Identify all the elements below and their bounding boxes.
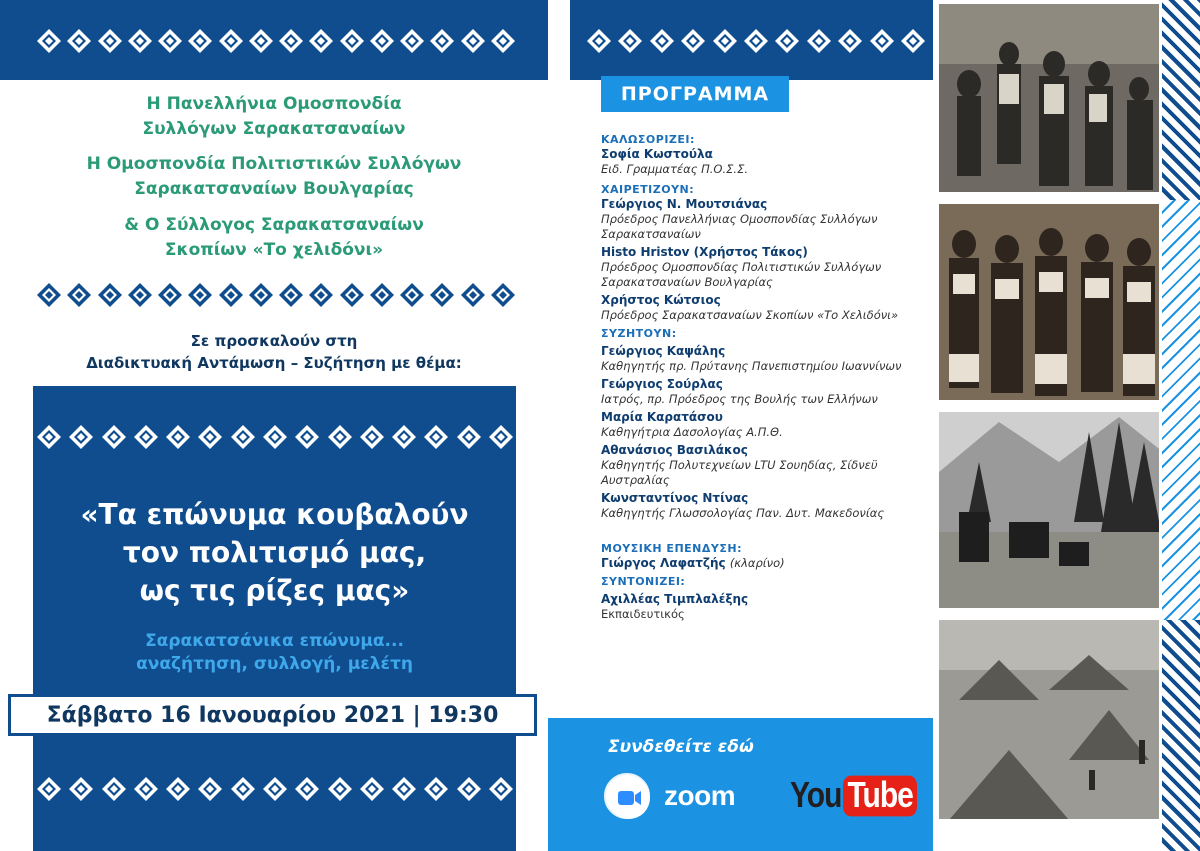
motif-icon: [399, 28, 425, 54]
person-name: Histo Hristov (Χρήστος Τάκος): [601, 245, 808, 259]
person-role: Σαρακατσαναίων Βουλγαρίας: [601, 275, 773, 289]
motif-icon: [680, 28, 706, 54]
motif-icon: [359, 424, 385, 450]
motif-icon: [391, 776, 417, 802]
motif-icon: [327, 776, 353, 802]
photo-family-group: [937, 2, 1161, 194]
zoom-wordmark: zoom: [664, 780, 736, 811]
invitation-line-1: Σε προσκαλούν στη: [190, 332, 358, 350]
organizer-1: [30, 92, 518, 142]
person-role: Ειδ. Γραμματέας Π.Ο.Σ.Σ.: [601, 162, 748, 176]
motif-icon: [278, 28, 304, 54]
event-title-line-1: «Τα επώνυμα κουβαλούν: [80, 498, 469, 531]
motif-icon: [391, 424, 417, 450]
motif-icon: [127, 28, 153, 54]
youtube-you: You: [790, 775, 842, 816]
motif-icon: [36, 424, 62, 450]
organizer-2: [30, 152, 518, 202]
youtube-tube: Tube: [843, 776, 916, 817]
person-name: [601, 556, 941, 571]
connect-label: Συνδεθείτε εδώ: [608, 737, 754, 757]
photo-mountain-camp: [937, 410, 1161, 610]
section-label: ΧΑΙΡΕΤΙΖΟΥΝ:: [601, 183, 695, 196]
person-role: Ιατρός, πρ. Πρόεδρος της Βουλής των Ελλήνων: [601, 392, 878, 406]
motif-icon: [456, 424, 482, 450]
person-name: Μαρία Καρατάσου: [601, 410, 723, 424]
motif-icon: [187, 282, 213, 308]
motif-icon: [218, 282, 244, 308]
decorative-strip-middle: [1162, 200, 1200, 620]
motif-icon: [294, 776, 320, 802]
motif-icon: [197, 424, 223, 450]
section-label: ΜΟΥΣΙΚΗ ΕΠΕΝΔΥΣΗ:: [601, 542, 742, 555]
event-title-line-3: ως τις ρίζες μας»: [139, 574, 410, 607]
person-name: Αχιλλέας Τιμπλαλέξης: [601, 592, 749, 606]
person-name: Γεώργιος Σούρλας: [601, 377, 723, 391]
section-label: ΚΑΛΩΣΟΡΙΖΕΙ:: [601, 133, 695, 146]
motif-icon: [743, 28, 769, 54]
motif-icon: [490, 282, 516, 308]
organizer-3-line-1: & Ο Σύλλογος Σαρακατσαναίων: [124, 215, 424, 235]
person-role: Πρόεδρος Σαρακατσαναίων Σκοπίων «Το Χελιδόνι»: [601, 308, 899, 322]
decorative-strip-bottom: [1162, 620, 1200, 851]
motif-band-middle-left: [36, 282, 516, 308]
motif-icon: [66, 28, 92, 54]
motif-icon: [127, 282, 153, 308]
motif-icon: [429, 282, 455, 308]
motif-icon: [423, 424, 449, 450]
section-label: ΣΥΖΗΤΟΥΝ:: [601, 327, 677, 340]
person-name-text: Γιώργος Λαφατζής: [601, 556, 726, 570]
person-role: Καθηγητής πρ. Πρύτανης Πανεπιστημίου Ιωαννίνων: [601, 359, 902, 373]
organizer-2-line-2: Σαρακατσαναίων Βουλγαρίας: [134, 179, 414, 199]
motif-icon: [490, 28, 516, 54]
event-subtitle-line-1: Σαρακατσάνικα επώνυμα...: [145, 631, 404, 651]
motif-icon: [248, 282, 274, 308]
person-role: Πρόεδρος Πανελλήνιας Ομοσπονδίας Συλλόγων: [601, 212, 878, 226]
motif-icon: [230, 424, 256, 450]
photo-children-singing: [937, 202, 1161, 402]
motif-icon: [488, 776, 514, 802]
motif-icon: [278, 282, 304, 308]
motif-icon: [456, 776, 482, 802]
motif-icon: [369, 282, 395, 308]
motif-icon: [101, 776, 127, 802]
motif-icon: [586, 28, 612, 54]
motif-icon: [262, 776, 288, 802]
organizer-3: [30, 213, 518, 263]
motif-icon: [308, 282, 334, 308]
motif-icon: [460, 282, 486, 308]
motif-icon: [165, 776, 191, 802]
organizer-1-line-2: Συλλόγων Σαρακατσαναίων: [142, 119, 406, 139]
zoom-camera-icon: [604, 773, 650, 819]
motif-icon: [712, 28, 738, 54]
motif-icon: [157, 28, 183, 54]
motif-icon: [68, 776, 94, 802]
person-name: Αθανάσιος Βασιλάκος: [601, 443, 748, 457]
event-datetime: Σάββατο 16 Ιανουαρίου 2021 | 19:30: [8, 694, 537, 736]
motif-icon: [327, 424, 353, 450]
motif-icon: [359, 776, 385, 802]
motif-icon: [774, 28, 800, 54]
motif-icon: [97, 282, 123, 308]
motif-icon: [36, 28, 62, 54]
organizer-1-line-1: Η Πανελλήνια Ομοσπονδία: [146, 94, 402, 114]
event-subtitle: [33, 630, 516, 676]
motif-icon: [869, 28, 895, 54]
motif-icon: [294, 424, 320, 450]
invitation-text: [30, 330, 518, 374]
motif-icon: [68, 424, 94, 450]
motif-icon: [806, 28, 832, 54]
motif-icon: [837, 28, 863, 54]
organizer-2-line-1: Η Ομοσπονδία Πολιτιστικών Συλλόγων: [86, 154, 462, 174]
person-name: Κωνσταντίνος Ντίνας: [601, 491, 749, 505]
person-role: Εκπαιδευτικός: [601, 607, 685, 621]
motif-band-top-right: [586, 28, 926, 54]
motif-icon: [339, 282, 365, 308]
motif-icon: [197, 776, 223, 802]
motif-icon: [157, 282, 183, 308]
motif-icon: [36, 776, 62, 802]
motif-icon: [900, 28, 926, 54]
person-name: Γεώργιος Καψάλης: [601, 344, 726, 358]
motif-icon: [248, 28, 274, 54]
event-title-line-2: τον πολιτισμό μας,: [122, 536, 427, 569]
motif-icon: [66, 282, 92, 308]
person-role: Σαρακατσαναίων: [601, 227, 701, 241]
motif-icon: [488, 424, 514, 450]
youtube-link[interactable]: [790, 770, 913, 822]
person-role: Καθηγητής Γλωσσολογίας Παν. Δυτ. Μακεδονίας: [601, 506, 885, 520]
event-title: [33, 496, 516, 610]
program-list: [601, 132, 941, 622]
program-heading: ΠΡΟΓΡΑΜΜΑ: [601, 76, 789, 112]
motif-icon: [133, 776, 159, 802]
motif-icon: [423, 776, 449, 802]
person-name-note: (κλαρίνο): [729, 556, 785, 570]
motif-icon: [308, 28, 334, 54]
motif-icon: [649, 28, 675, 54]
motif-band-event-top: [36, 424, 514, 450]
motif-icon: [165, 424, 191, 450]
youtube-logo: [790, 775, 917, 816]
motif-icon: [133, 424, 159, 450]
motif-icon: [262, 424, 288, 450]
motif-icon: [369, 28, 395, 54]
person-role: Καθηγητής Πολυτεχνείων LTU Σουηδίας, Σίδνεϋ Αυστραλίας: [601, 458, 878, 487]
motif-icon: [429, 28, 455, 54]
motif-icon: [339, 28, 365, 54]
motif-icon: [97, 28, 123, 54]
photo-village-huts: [937, 618, 1161, 821]
section-label: ΣΥΝΤΟΝΙΖΕΙ:: [601, 575, 686, 588]
person-name: Χρήστος Κώτσιος: [601, 293, 721, 307]
person-name: Σοφία Κωστούλα: [601, 147, 713, 161]
motif-icon: [187, 28, 213, 54]
motif-icon: [36, 282, 62, 308]
invitation-line-2: Διαδικτυακή Αντάμωση – Συζήτηση με θέμα:: [86, 354, 462, 372]
event-subtitle-line-2: αναζήτηση, συλλογή, μελέτη: [136, 654, 413, 674]
motif-band-top-left: [36, 28, 516, 54]
motif-icon: [460, 28, 486, 54]
motif-icon: [617, 28, 643, 54]
person-name: Γεώργιος Ν. Μουτσιάνας: [601, 197, 768, 211]
motif-icon: [218, 28, 244, 54]
organizer-3-line-2: Σκοπίων «Το χελιδόνι»: [164, 240, 384, 260]
motif-icon: [230, 776, 256, 802]
motif-band-event-bottom: [36, 776, 514, 802]
person-role: Καθηγήτρια Δασολογίας Α.Π.Θ.: [601, 425, 783, 439]
decorative-strip-top: [1162, 0, 1200, 200]
zoom-link[interactable]: [604, 770, 754, 822]
motif-icon: [101, 424, 127, 450]
person-role: Πρόεδρος Ομοσπονδίας Πολιτιστικών Συλλόγων: [601, 260, 882, 274]
motif-icon: [399, 282, 425, 308]
